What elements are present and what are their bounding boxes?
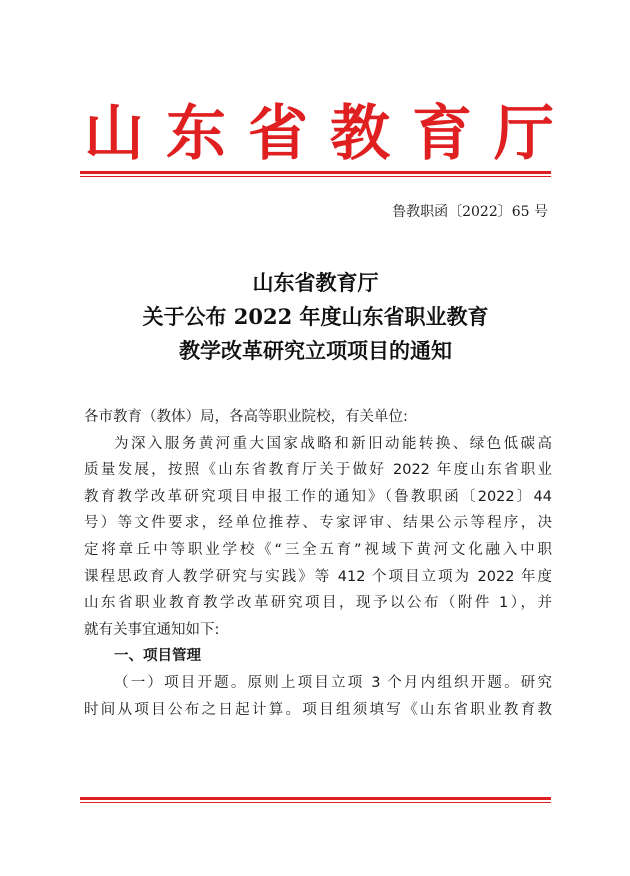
- subsection-line: 时间从项目公布之日起计算。项目组须填写《山东省职业教育教: [84, 701, 552, 718]
- paragraph-line: 课程思政育人教学研究与实践》等 412 个项目立项为 2022 年度: [84, 568, 552, 585]
- title-line: 山东省教育厅: [252, 270, 379, 295]
- header-rule-thin: [80, 176, 551, 177]
- title-line: 教学改革研究立项项目的通知: [179, 338, 452, 363]
- subsection-line: （一）项目开题。原则上项目立项 3 个月内组织开题。研究: [114, 674, 552, 691]
- section-heading: 一、项目管理: [114, 648, 201, 665]
- masthead-char: 省: [248, 99, 308, 169]
- paragraph-line: 就有关事宜通知如下:: [84, 621, 220, 638]
- masthead-char: 育: [412, 99, 472, 169]
- salutation: 各市教育（教体）局，各高等职业院校，有关单位:: [84, 409, 408, 425]
- footer-rule-thick: [80, 797, 551, 800]
- header-rule-thick: [80, 171, 551, 174]
- document-number: 鲁教职函〔2022〕65 号: [392, 204, 548, 220]
- document-title: [80, 266, 551, 368]
- paragraph-line: 质量发展，按照《山东省教育厅关于做好 2022 年度山东省职业: [84, 462, 552, 479]
- agency-masthead: [84, 99, 554, 169]
- paragraph-line: 为深入服务黄河重大国家战略和新旧动能转换、绿色低碳高: [114, 435, 552, 452]
- masthead-char: 厅: [494, 99, 554, 169]
- footer-rule-thin: [80, 802, 551, 803]
- masthead-char: 教: [330, 99, 390, 169]
- paragraph-line: 定将章丘中等职业学校《“三全五育”视域下黄河文化融入中职: [84, 541, 552, 558]
- masthead-char: 东: [166, 99, 226, 169]
- paragraph-line: 号）等文件要求，经单位推荐、专家评审、结果公示等程序，决: [84, 515, 552, 532]
- masthead-char: 山: [84, 99, 144, 169]
- paragraph-line: 教育教学改革研究项目申报工作的通知》（鲁教职函〔2022〕44: [84, 488, 552, 505]
- document-body: [84, 404, 552, 723]
- paragraph-line: 山东省职业教育教学改革研究项目，现予以公布（附件 1），并: [84, 595, 552, 612]
- title-line: 关于公布 2022 年度山东省职业教育: [142, 304, 489, 329]
